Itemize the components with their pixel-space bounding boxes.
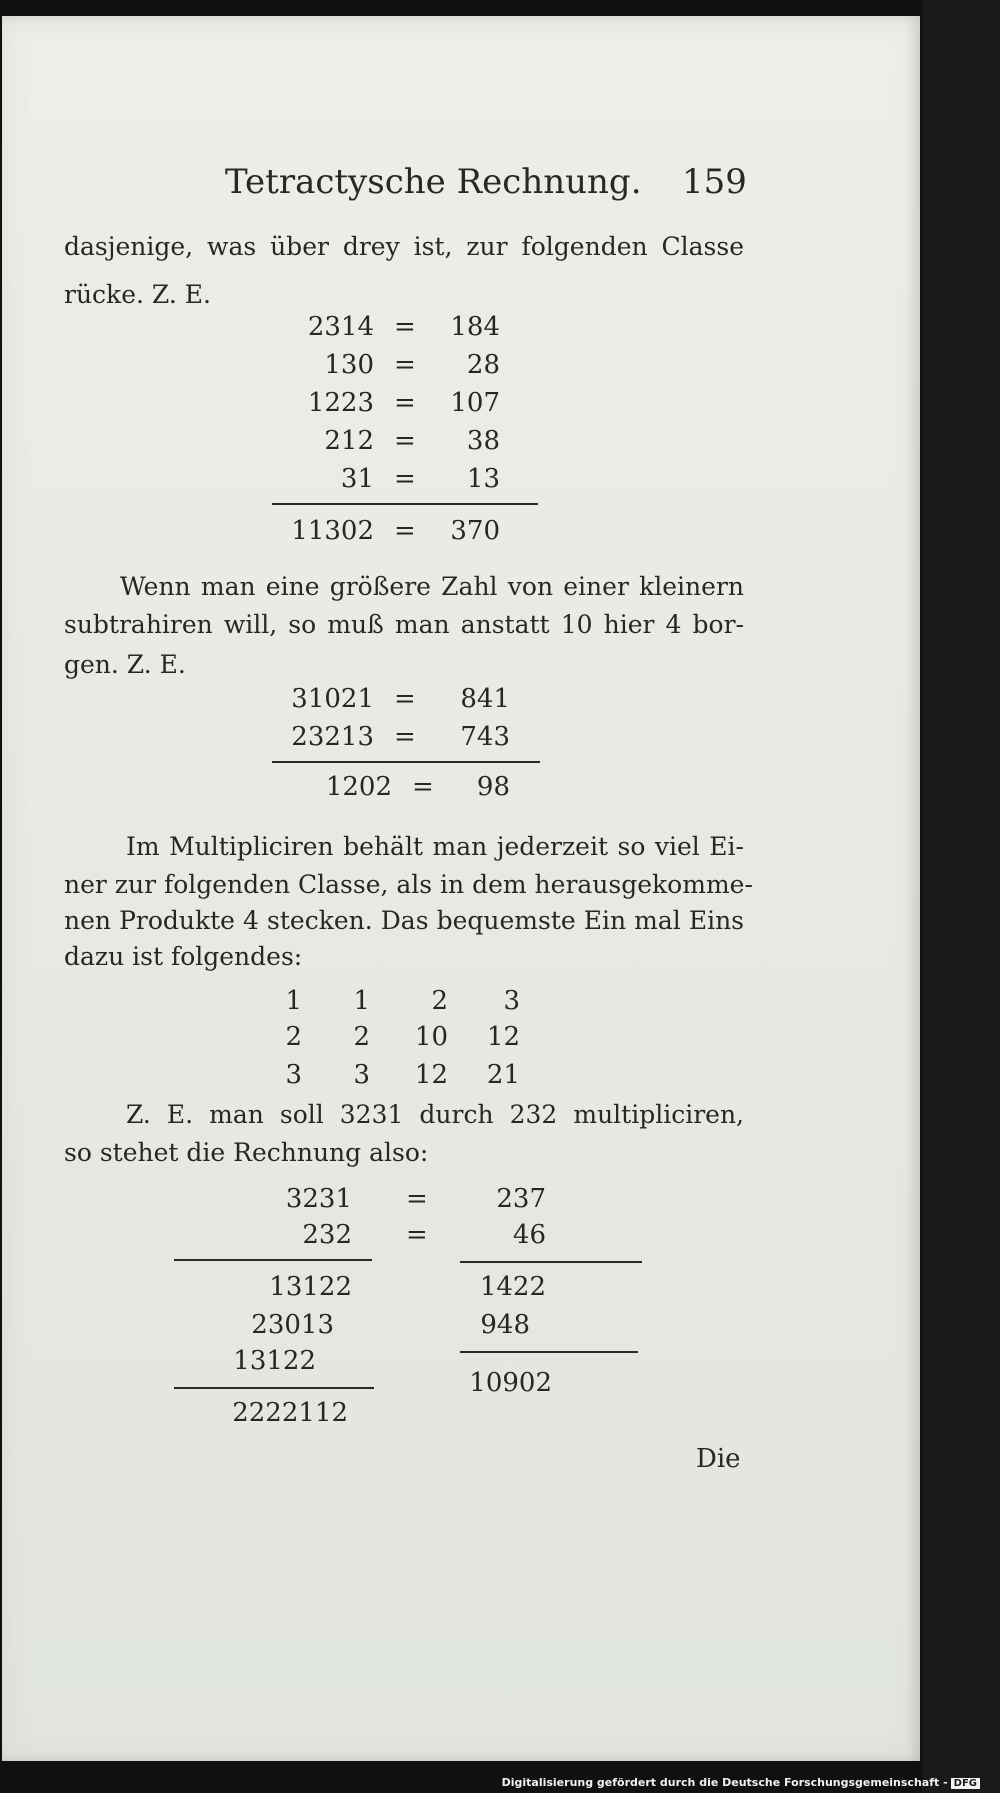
equals-sign: = — [394, 464, 416, 494]
total-product-right: 10902 — [469, 1368, 552, 1398]
partial-product-right: 948 — [480, 1310, 530, 1340]
table-cell: 2 — [431, 986, 448, 1016]
multiplier-right: 46 — [512, 1220, 546, 1250]
example-right-value: 13 — [466, 464, 500, 494]
example-left-value: 31021 — [291, 684, 374, 714]
text-line: so stehet die Rechnung also: — [64, 1138, 429, 1167]
page-number: 159 — [682, 162, 747, 202]
product-rule-right — [460, 1261, 642, 1263]
example-result-left: 1202 — [325, 772, 392, 802]
example-right-value: 743 — [460, 722, 510, 752]
equals-sign: = — [394, 684, 416, 714]
equals-sign: = — [412, 772, 434, 802]
total-rule-right — [460, 1351, 638, 1353]
table-cell: 1 — [353, 986, 370, 1016]
example-right-value: 184 — [450, 312, 500, 342]
example-left-value: 31 — [340, 464, 374, 494]
text-line: nen Produkte 4 stecken. Das bequemste Ein mal Eins — [64, 906, 744, 935]
example-left-value: 1223 — [307, 388, 374, 418]
example-left-value: 23213 — [291, 722, 374, 752]
catchword: Die — [696, 1444, 741, 1474]
equals-sign: = — [394, 516, 416, 546]
text-line: Wenn man eine größere Zahl von einer kleinern — [120, 572, 744, 601]
header-title: Tetractysche Rechnung. — [225, 162, 642, 202]
example-left-value: 2314 — [307, 312, 374, 342]
partial-product-left: 23013 — [251, 1310, 334, 1340]
table-cell: 10 — [414, 1022, 448, 1052]
partial-product-right: 1422 — [479, 1272, 546, 1302]
example-right-value: 38 — [466, 426, 500, 456]
text-line: gen. Z. E. — [64, 650, 186, 679]
table-cell: 12 — [414, 1060, 448, 1090]
table-cell: 2 — [353, 1022, 370, 1052]
text-line: dazu ist folgendes: — [64, 942, 303, 971]
text-line: Im Multipliciren behält man jederzeit so viel Ei- — [126, 832, 744, 861]
digitization-credit — [502, 1776, 980, 1789]
example-right-value: 841 — [460, 684, 510, 714]
example-right-value: 28 — [466, 350, 500, 380]
product-rule-left — [174, 1259, 372, 1261]
multiplier-left: 232 — [302, 1220, 352, 1250]
total-rule-left — [174, 1387, 374, 1389]
difference-rule — [272, 761, 540, 763]
partial-product-left: 13122 — [269, 1272, 352, 1302]
scan-background — [922, 0, 1000, 1793]
table-cell: 2 — [285, 1022, 302, 1052]
example-result-right: 98 — [476, 772, 510, 802]
table-cell: 12 — [486, 1022, 520, 1052]
text-line: dasjenige, was über drey ist, zur folgenden Classe — [64, 232, 744, 261]
text-line: rücke. Z. E. — [64, 280, 211, 309]
example-right-value: 107 — [450, 388, 500, 418]
table-cell: 3 — [503, 986, 520, 1016]
example-result-right: 370 — [450, 516, 500, 546]
equals-sign: = — [394, 426, 416, 456]
table-cell: 21 — [486, 1060, 520, 1090]
example-left-value: 212 — [324, 426, 374, 456]
text-line: subtrahiren will, so muß man anstatt 10 hier 4 bor- — [64, 610, 744, 639]
credit-text: Digitalisierung gefördert durch die Deutsche Forschungsgemeinschaft - — [501, 1776, 948, 1789]
equals-sign: = — [394, 350, 416, 380]
dfg-logo-icon: DFG — [951, 1778, 980, 1789]
equals-sign: = — [406, 1184, 428, 1214]
table-cell: 3 — [285, 1060, 302, 1090]
multiplicand-right: 237 — [496, 1184, 546, 1214]
equals-sign: = — [394, 722, 416, 752]
example-result-left: 11302 — [291, 516, 374, 546]
table-cell: 3 — [353, 1060, 370, 1090]
sum-rule — [272, 503, 538, 505]
equals-sign: = — [394, 388, 416, 418]
example-left-value: 130 — [324, 350, 374, 380]
text-line: Z. E. man soll 3231 durch 232 multipliciren, — [126, 1100, 744, 1129]
text-line: ner zur folgenden Classe, als in dem herausgekomme- — [64, 870, 753, 899]
total-product-left: 2222112 — [232, 1398, 348, 1428]
equals-sign: = — [406, 1220, 428, 1250]
table-cell: 1 — [285, 986, 302, 1016]
multiplicand-left: 3231 — [285, 1184, 352, 1214]
partial-product-left: 13122 — [233, 1346, 316, 1376]
equals-sign: = — [394, 312, 416, 342]
